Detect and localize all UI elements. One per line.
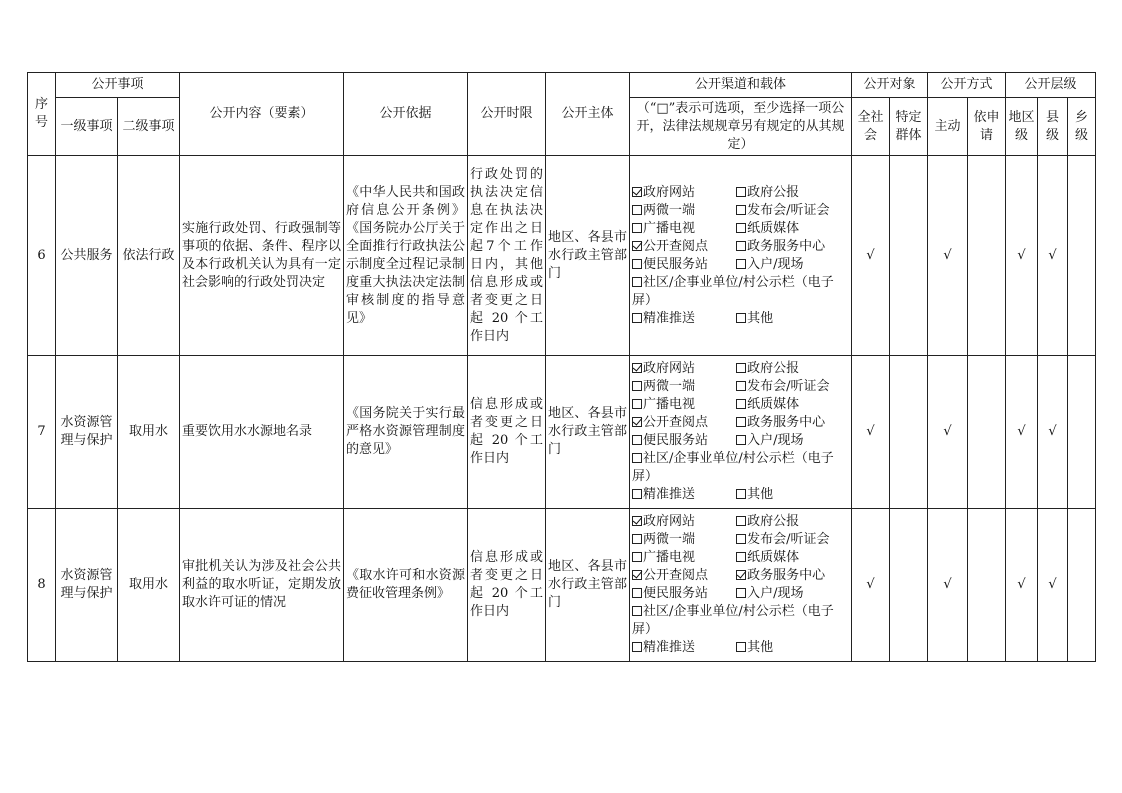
row-level2: 取用水 [118,356,180,509]
unchecked-box-icon [632,223,642,233]
header-content: 公开内容（要素） [180,73,344,156]
header-seq: 序号 [28,73,56,156]
row-target-all: √ [852,156,890,356]
row-basis: 《取水许可和水资源费征收管理条例》 [344,509,468,662]
row-limit: 行政处罚的执法决定信息在执法决定作出之日起7个工作日内，其他信息形成或者变更之日起 20 个工作日内 [468,156,546,356]
checked-box-icon [736,570,746,580]
row-level-region: √ [1006,156,1038,356]
channel-option-label: 精准推送 [643,487,696,502]
channel-option-label: 公开查阅点 [643,415,709,430]
unchecked-box-icon [632,277,642,287]
unchecked-box-icon [736,417,746,427]
unchecked-box-icon [736,241,746,251]
unchecked-box-icon [632,453,642,463]
header-channel-note: （“□”表示可选项，至少选择一项公开，法律法规规章另有规定的从其规定） [630,98,852,156]
unchecked-box-icon [632,552,642,562]
header-subject: 公开主体 [546,73,630,156]
channel-option-label: 政府公报 [747,184,800,200]
channel-option-label: 公开查阅点 [643,568,709,583]
row-level2: 取用水 [118,509,180,662]
channel-option-label: 公开查阅点 [643,238,709,254]
channel-option-label: 发布会/听证会 [747,532,830,547]
channel-option-label: 便民服务站 [643,586,709,601]
row-level1: 水资源管理与保护 [56,509,118,662]
header-level-group: 公开层级 [1006,73,1096,98]
row-channels [630,509,852,662]
unchecked-box-icon [736,399,746,409]
unchecked-box-icon [736,259,746,269]
row-level2: 依法行政 [118,156,180,356]
row-level1: 公共服务 [56,156,118,356]
channel-option-label: 入户/现场 [747,256,804,272]
row-content: 实施行政处罚、行政强制等事项的依据、条件、程序以及本行政机关认为具有一定社会影响的行政处罚决定 [180,156,344,356]
row-target-specific [890,509,928,662]
unchecked-box-icon [736,363,746,373]
table-row [28,509,1096,662]
row-content: 重要饮用水水源地名录 [180,356,344,509]
checked-box-icon [632,516,642,526]
channel-option-label: 其他 [747,487,774,502]
header-level1: 一级事项 [56,98,118,156]
row-method-active: √ [928,356,968,509]
row-target-specific [890,356,928,509]
channel-option-label: 社区/企事业单位/村公示栏（电子屏） [632,604,834,637]
row-level1: 水资源管理与保护 [56,356,118,509]
channel-option-label: 纸质媒体 [747,550,800,565]
channel-option-label: 便民服务站 [643,433,709,448]
channel-option-label: 政府公报 [747,361,800,376]
unchecked-box-icon [736,205,746,215]
header-items-group: 公开事项 [56,73,180,98]
row-basis: 《中华人民共和国政府信息公开条例》《国务院办公厅关于全面推行行政执法公示制度全过程记录制度重大执法决定法制审核制度的指导意见》 [344,156,468,356]
row-limit: 信息形成或者变更之日起 20 个工作日内 [468,509,546,662]
row-method-apply [968,356,1006,509]
channel-option-label: 纸质媒体 [747,220,800,236]
channel-option-label: 两微一端 [643,532,696,547]
row-level-township [1068,509,1096,662]
table-row [28,156,1096,356]
table-row [28,356,1096,509]
header-channel-title: 公开渠道和载体 [630,73,852,98]
unchecked-box-icon [736,588,746,598]
row-content: 审批机关认为涉及社会公共利益的取水听证，定期发放取水许可证的情况 [180,509,344,662]
row-seq: 7 [28,356,56,509]
row-level-township [1068,356,1096,509]
channel-option-label: 政府网站 [643,184,696,200]
row-method-active: √ [928,156,968,356]
unchecked-box-icon [736,435,746,445]
channel-option-label: 发布会/听证会 [747,379,830,394]
unchecked-box-icon [632,259,642,269]
channel-option-label: 广播电视 [643,220,696,236]
row-method-apply [968,156,1006,356]
row-channels [630,156,852,356]
unchecked-box-icon [632,205,642,215]
row-subject: 地区、各县市水行政主管部门 [546,156,630,356]
unchecked-box-icon [736,516,746,526]
channel-option-label: 两微一端 [643,202,696,218]
unchecked-box-icon [736,313,746,323]
unchecked-box-icon [632,313,642,323]
header-target-group: 公开对象 [852,73,928,98]
row-method-active: √ [928,509,968,662]
channel-option-label: 社区/企事业单位/村公示栏（电子屏） [632,451,834,484]
row-channels [630,356,852,509]
unchecked-box-icon [632,435,642,445]
disclosure-table [27,72,1096,662]
header-target-all: 全社会 [852,98,890,156]
channel-option-label: 政府网站 [643,514,696,529]
channel-option-label: 纸质媒体 [747,397,800,412]
unchecked-box-icon [736,552,746,562]
row-seq: 8 [28,509,56,662]
row-target-all: √ [852,509,890,662]
header-basis: 公开依据 [344,73,468,156]
header-method-apply: 依申请 [968,98,1006,156]
row-level-county: √ [1038,156,1068,356]
channel-option-label: 入户/现场 [747,586,804,601]
row-basis: 《国务院关于实行最严格水资源管理制度的意见》 [344,356,468,509]
channel-option-label: 精准推送 [643,640,696,655]
channel-option-label: 政府公报 [747,514,800,529]
channel-option-label: 广播电视 [643,397,696,412]
row-level-region: √ [1006,509,1038,662]
row-limit: 信息形成或者变更之日起 20 个工作日内 [468,356,546,509]
row-target-all: √ [852,356,890,509]
row-seq: 6 [28,156,56,356]
header-level-county: 县级 [1038,98,1068,156]
header-level2: 二级事项 [118,98,180,156]
row-target-specific [890,156,928,356]
unchecked-box-icon [632,399,642,409]
checked-box-icon [632,187,642,197]
header-limit: 公开时限 [468,73,546,156]
header-level-region: 地区级 [1006,98,1038,156]
row-subject: 地区、各县市水行政主管部门 [546,509,630,662]
unchecked-box-icon [736,534,746,544]
unchecked-box-icon [736,381,746,391]
channel-option-label: 发布会/听证会 [747,202,830,218]
header-target-specific: 特定群体 [890,98,928,156]
channel-option-label: 政务服务中心 [747,568,826,583]
channel-option-label: 精准推送 [643,310,696,326]
row-subject: 地区、各县市水行政主管部门 [546,356,630,509]
channel-option-label: 便民服务站 [643,256,709,272]
unchecked-box-icon [736,187,746,197]
channel-option-label: 社区/企事业单位/村公示栏（电子屏） [632,274,834,308]
channel-option-label: 广播电视 [643,550,696,565]
unchecked-box-icon [632,606,642,616]
checked-box-icon [632,241,642,251]
unchecked-box-icon [632,489,642,499]
row-level-region: √ [1006,356,1038,509]
row-level-township [1068,156,1096,356]
header-method-active: 主动 [928,98,968,156]
channel-option-label: 政府网站 [643,361,696,376]
channel-option-label: 政务服务中心 [747,415,826,430]
checked-box-icon [632,363,642,373]
unchecked-box-icon [632,381,642,391]
unchecked-box-icon [632,642,642,652]
header-level-township: 乡级 [1068,98,1096,156]
channel-option-label: 入户/现场 [747,433,804,448]
unchecked-box-icon [736,642,746,652]
channel-option-label: 两微一端 [643,379,696,394]
checked-box-icon [632,417,642,427]
channel-option-label: 其他 [747,640,774,655]
checked-box-icon [632,570,642,580]
row-method-apply [968,509,1006,662]
row-level-county: √ [1038,356,1068,509]
channel-option-label: 其他 [747,310,774,326]
channel-option-label: 政务服务中心 [747,238,826,254]
row-level-county: √ [1038,509,1068,662]
header-method-group: 公开方式 [928,73,1006,98]
unchecked-box-icon [632,588,642,598]
unchecked-box-icon [736,489,746,499]
unchecked-box-icon [736,223,746,233]
unchecked-box-icon [632,534,642,544]
